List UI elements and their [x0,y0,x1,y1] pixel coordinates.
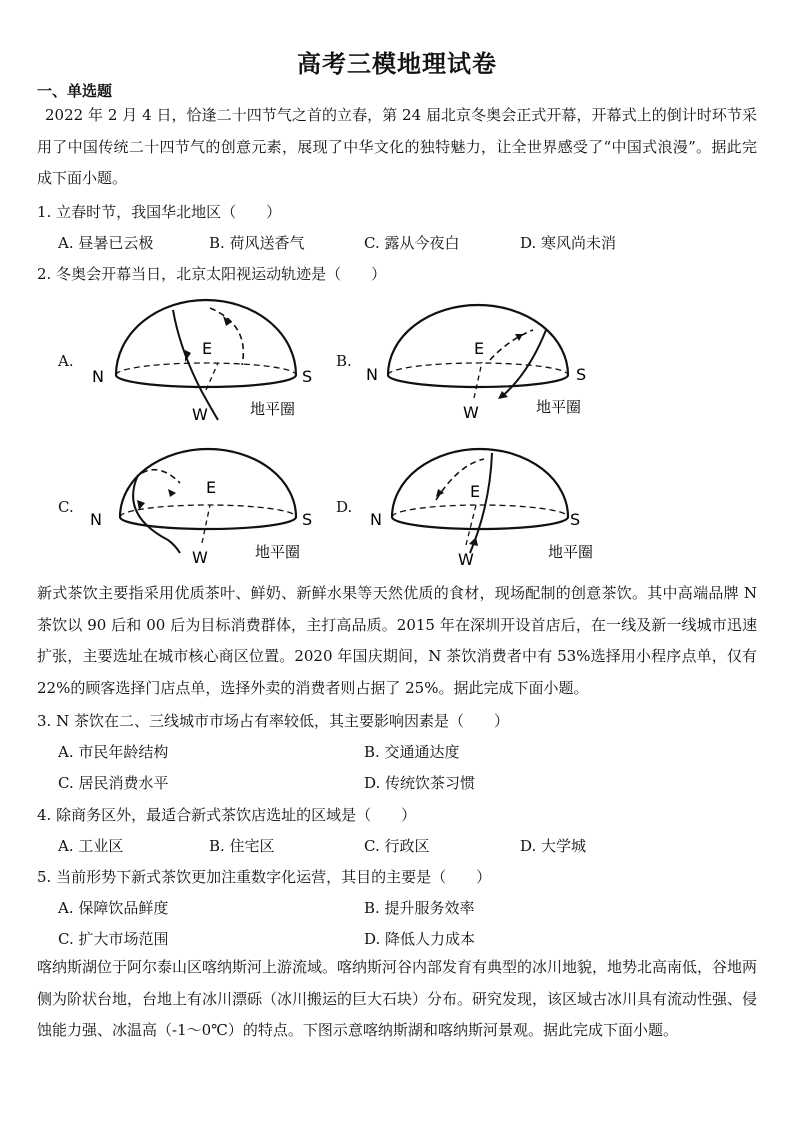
svg-text:E: E [470,482,481,501]
intro-paragraph-1: 2022 年 2 月 4 日，恰逢二十四节气之首的立春，第 24 届北京冬奥会正式开幕，开幕式上的倒计时环节采用了中国传统二十四节气的创意元素，展现了中华文化的独特魅力，让全世界感受了“中国式浪漫”。据此完成下面小题。 [37,106,757,187]
svg-text:W: W [192,548,208,567]
svg-text:地平圈: 地平圈 [548,543,594,561]
q1-option-c: C. 露从今夜白 [364,234,460,252]
q1-option-a: A. 昼暑已云极 [58,234,154,252]
q2-option-a-label: A. [58,352,74,370]
horizon-label: 地平圈 [250,400,296,418]
question-1-stem: 1. 立春时节，我国华北地区（ ） [37,203,282,221]
q5-option-b: B. 提升服务效率 [364,899,475,917]
svg-text:N: N [90,510,102,529]
q4-option-b: B. 住宅区 [209,837,275,855]
q3-option-b: B. 交通通达度 [364,743,460,761]
q2-option-c-label: C. [58,498,74,516]
question-3-stem: 3. N 茶饮在二、三线城市市场占有率较低，其主要影响因素是（ ） [37,712,509,730]
question-2-stem: 2. 冬奥会开幕当日，北京太阳视运动轨迹是（ ） [37,265,387,283]
q2-diagram-d [358,445,608,575]
svg-text:S: S [302,510,313,529]
svg-text:W: W [458,550,474,569]
w-label: W [192,405,208,424]
page-title: 高考三模地理试卷 [297,50,497,78]
svg-text:N: N [366,365,378,384]
q2-option-d-label: D. [336,498,353,516]
q5-option-c: C. 扩大市场范围 [58,930,169,948]
question-5-stem: 5. 当前形势下新式茶饮更加注重数字化运营，其目的主要是（ ） [37,868,492,886]
q3-option-c: C. 居民消费水平 [58,774,169,792]
question-4-stem: 4. 除商务区外，最适合新式茶饮店选址的区域是（ ） [37,806,417,824]
svg-text:E: E [206,478,217,497]
q5-option-d: D. 降低人力成本 [364,930,476,948]
e-label: E [202,339,213,358]
n-label: N [92,367,104,386]
q1-option-b: B. 荷风送香气 [209,234,305,252]
q4-option-d: D. 大学城 [520,837,587,855]
svg-text:W: W [463,403,479,422]
q2-diagram-c [80,445,320,575]
svg-text:S: S [576,365,587,384]
svg-text:地平圈: 地平圈 [255,543,301,561]
q2-option-b-label: B. [336,352,352,370]
q3-option-d: D. 传统饮茶习惯 [364,774,476,792]
intro-paragraph-2: 新式茶饮主要指采用优质茶叶、鲜奶、新鲜水果等天然优质的食材，现场配制的创意茶饮。其中高端品牌 N 茶饮以 90 后和 00 后为目标消费群体，主打高品质。2015 年在深圳开设首店后，在一线及新一线城市迅速扩张，主要选址在城市核心商区位置。2020 年国庆期间，N 茶饮消费者中有 53%选择用小程序点单，仅有 22%的顾客选择门店点单，选择外卖的消费者则占据了 25%。据此完成下面小题。 [37,584,757,697]
intro-paragraph-3: 喀纳斯湖位于阿尔泰山区喀纳斯河上游流域。喀纳斯河谷内部发育有典型的冰川地貌，地势北高南低，谷地两侧为阶状台地，台地上有冰川漂砾（冰川搬运的巨大石块）分布。研究发现，该区域古冰川具有流动性强、侵蚀能力强、冰温高（-1～0℃）的特点。下图示意喀纳斯湖和喀纳斯河景观。据此完成下面小题。 [37,958,758,1039]
q4-option-a: A. 工业区 [58,837,124,855]
q2-diagram-a [80,300,320,430]
q3-option-a: A. 市民年龄结构 [58,743,169,761]
section-heading: 一、单选题 [37,82,113,100]
q4-option-c: C. 行政区 [364,837,430,855]
svg-text:地平圈: 地平圈 [536,398,582,416]
q1-option-d: D. 寒风尚未消 [520,234,617,252]
svg-text:E: E [474,339,485,358]
q2-diagram-b [358,300,598,430]
svg-text:S: S [570,510,581,529]
s-label: S [302,367,313,386]
svg-text:N: N [370,510,382,529]
q5-option-a: A. 保障饮品鲜度 [58,899,169,917]
